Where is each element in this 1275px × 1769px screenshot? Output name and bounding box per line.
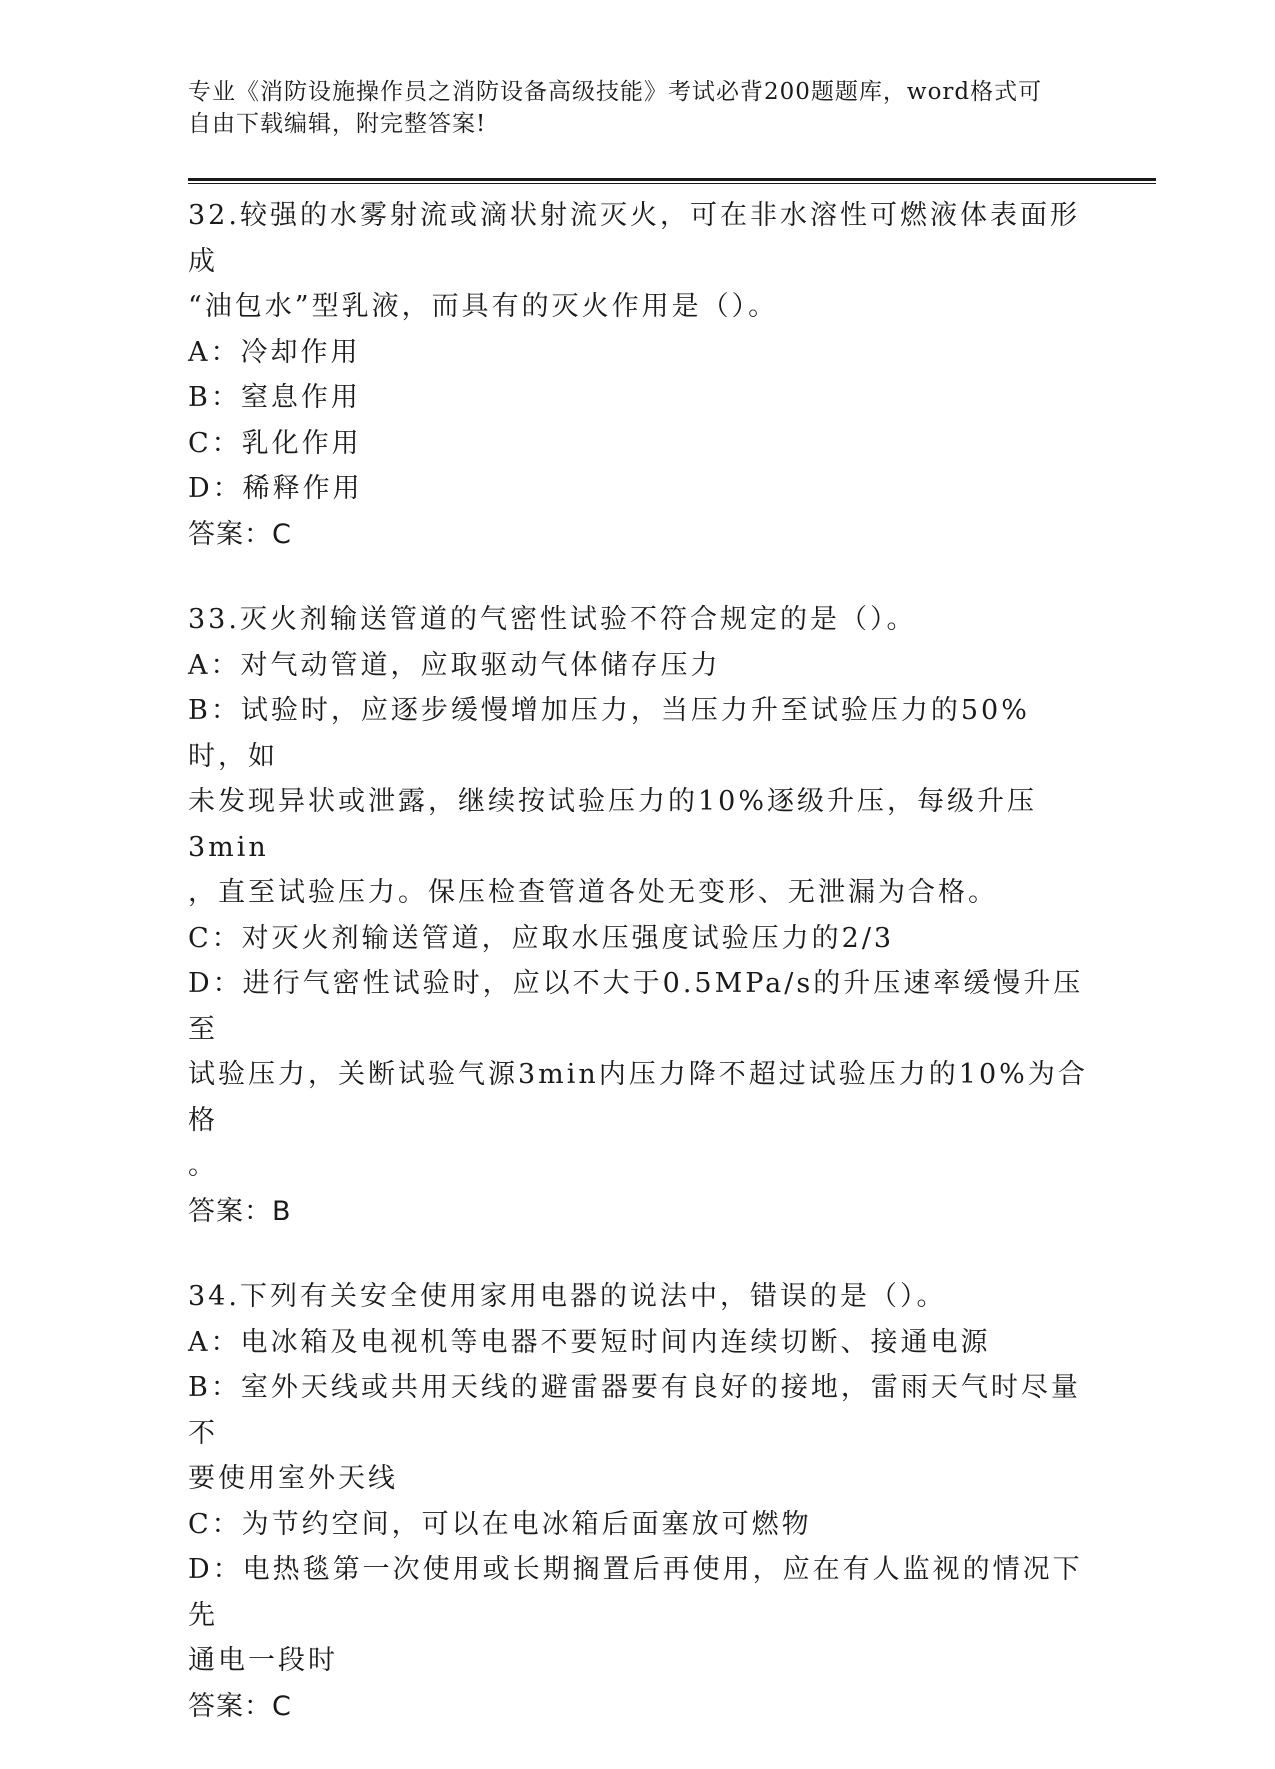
option-b: B：试验时，应逐步缓慢增加压力，当压力升至试验压力的50%时，如: [188, 695, 1030, 772]
option-a: A：冷却作用: [188, 336, 361, 368]
option-d-continued: 。: [188, 1150, 218, 1181]
option-d: D：稀释作用: [188, 473, 363, 504]
option-c: C：为节约空间，可以在电冰箱后面塞放可燃物: [188, 1508, 812, 1540]
option-b-continued: 要使用室外天线: [188, 1463, 398, 1494]
question-33: [188, 597, 1088, 1234]
option-d: D：进行气密性试验时，应以不大于0.5MPa/s的升压速率缓慢升压至: [188, 968, 1084, 1045]
header-line-1: 专业《消防设施操作员之消防设备高级技能》考试必背200题题库，word格式可: [188, 79, 1043, 105]
header-rule-thin: [188, 183, 1156, 184]
option-b-continued: 未发现异状或泄露，继续按试验压力的10%逐级升压，每级升压3min: [188, 786, 1038, 863]
option-b: B：窒息作用: [188, 382, 361, 413]
header-rule-thick: [188, 178, 1156, 181]
question-34: [188, 1274, 1088, 1729]
question-32: [188, 193, 1088, 557]
answer-line: 答案：C: [188, 1690, 292, 1722]
answer-line: 答案：C: [188, 518, 292, 550]
option-c: C：乳化作用: [188, 427, 362, 459]
question-stem-line: 34.下列有关安全使用家用电器的说法中，错误的是（）。: [188, 1281, 947, 1312]
answer-line: 答案：B: [188, 1195, 292, 1227]
option-d: D：电热毯第一次使用或长期搁置后再使用，应在有人监视的情况下先: [188, 1554, 1083, 1631]
option-d-continued: 试验压力，关断试验气源3min内压力降不超过试验压力的10%为合格: [188, 1059, 1088, 1136]
option-d-continued: 通电一段时: [188, 1645, 338, 1676]
option-a: A：电冰箱及电视机等电器不要短时间内连续切断、接通电源: [188, 1326, 991, 1358]
option-b: B：室外天线或共用天线的避雷器要有良好的接地，雷雨天气时尽量不: [188, 1372, 1081, 1449]
document-header: [188, 76, 1068, 140]
option-c: C：对灭火剂输送管道，应取水压强度试验压力的2/3: [188, 922, 895, 954]
option-a: A：对气动管道，应取驱动气体储存压力: [188, 649, 721, 681]
question-stem-line: 32.较强的水雾射流或滴状射流灭火，可在非水溶性可燃液体表面形成: [188, 200, 1080, 277]
question-stem-line: 33.灭火剂输送管道的气密性试验不符合规定的是（）。: [188, 604, 917, 635]
option-b-continued: ，直至试验压力。保压检查管道各处无变形、无泄漏为合格。: [188, 877, 998, 908]
question-stem-line: “油包水”型乳液，而具有的灭火作用是（）。: [188, 291, 779, 322]
header-line-2: 自由下载编辑，附完整答案!: [188, 111, 487, 137]
question-list: [188, 193, 1088, 1769]
